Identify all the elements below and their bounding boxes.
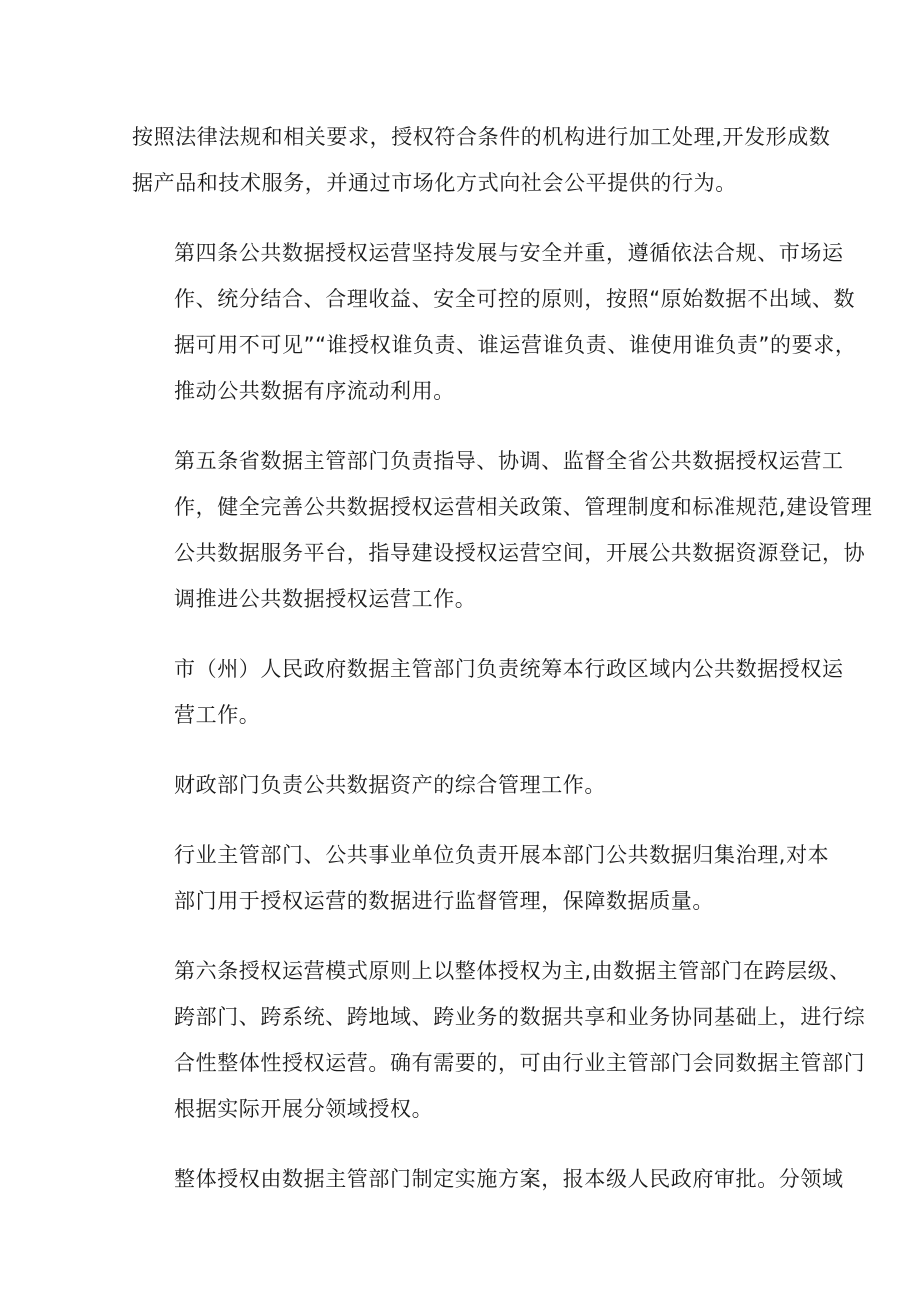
text-line: 据可用不可见”“谁授权谁负责、谁运营谁负责、谁使用谁负责”的要求， — [174, 333, 857, 357]
text-line: 部门用于授权运营的数据进行监督管理，保障数据质量。 — [174, 889, 714, 913]
paragraph-overall-authorization — [132, 1156, 844, 1202]
text-line: 调推进公共数据授权运营工作。 — [174, 587, 477, 611]
paragraph-article-5 — [132, 438, 873, 622]
text-line: 第六条授权运营模式原则上以整体授权为主,由数据主管部门在跨层级、 — [174, 959, 851, 983]
text-line: 合性整体性授权运营。确有需要的，可由行业主管部门会同数据主管部门 — [174, 1051, 866, 1075]
text-line: 财政部门负责公共数据资产的综合管理工作。 — [174, 773, 606, 797]
document-body — [132, 114, 873, 1226]
text-line: 第五条省数据主管部门负责指导、协调、监督全省公共数据授权运营工 — [174, 449, 844, 473]
paragraph-article-4 — [132, 230, 857, 414]
text-line: 推动公共数据有序流动利用。 — [174, 379, 455, 403]
text-line: 市（州）人民政府数据主管部门负责统筹本行政区域内公共数据授权运 — [174, 657, 844, 681]
text-line: 按照法律法规和相关要求，授权符合条件的机构进行加工处理,开发形成数 — [132, 125, 831, 149]
text-line: 第四条公共数据授权运营坚持发展与安全并重，遵循依法合规、市场运 — [174, 241, 844, 265]
paragraph-finance-department — [132, 762, 797, 808]
text-line: 公共数据服务平台，指导建设授权运营空间，开展公共数据资源登记，协 — [174, 541, 866, 565]
text-line: 作、统分结合、合理收益、安全可控的原则，按照“原始数据不出域、数 — [174, 287, 856, 311]
paragraph-industry-department — [132, 832, 830, 924]
text-line: 营工作。 — [174, 703, 261, 727]
paragraph-city-department — [132, 646, 844, 738]
text-line: 行业主管部门、公共事业单位负责开展本部门公共数据归集治理,对本 — [174, 843, 830, 867]
text-line: 据产品和技术服务，并通过市场化方式向社会公平提供的行为。 — [132, 171, 737, 195]
text-line: 跨部门、跨系统、跨地域、跨业务的数据共享和业务协同基础上，进行综 — [174, 1005, 866, 1029]
text-line: 作，健全完善公共数据授权运营相关政策、管理制度和标准规范,建设管理 — [174, 495, 873, 519]
text-line: 根据实际开展分领域授权。 — [174, 1097, 434, 1121]
text-line: 整体授权由数据主管部门制定实施方案，报本级人民政府审批。分领域 — [174, 1167, 844, 1191]
paragraph-authorization-definition — [132, 114, 831, 206]
paragraph-article-6 — [132, 948, 866, 1132]
